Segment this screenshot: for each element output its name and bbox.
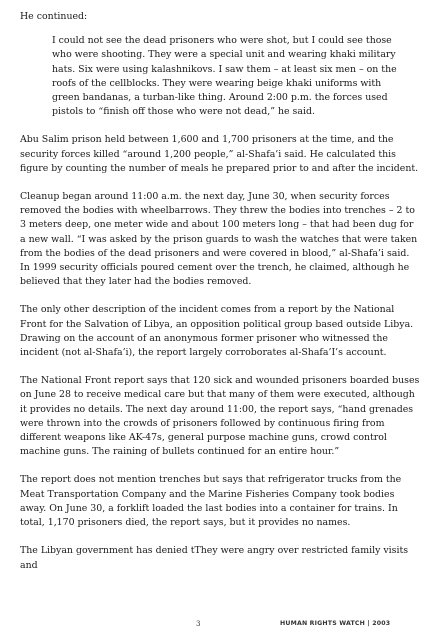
intro-line: He continued: bbox=[20, 11, 88, 22]
paragraph: The only other description of the incident comes from a report by the National Front for the Salvation of Libya, an opposition political group based outside Libya. Drawing on the account of an anonymous former prisoner who witnessed the incident (not al-Shafa’i), the report largely corroborates al-Shafa’I’s account. bbox=[20, 304, 414, 359]
paragraph: Abu Salim prison held between 1,600 and 1,700 prisoners at the time, and the security forces killed “around 1,200 people,” al-Shafa’i said. He calculated this figure by counting the number of meals he prepared prior to and after the incident. bbox=[20, 134, 419, 174]
paragraph: The report does not mention trenches but says that refrigerator trucks from the Meat Transportation Company and the Marine Fisheries Company took bodies away. On June 30, a forklift loaded the last bodies into a container for trains. In total, 1,170 prisoners died, the report says, but it provides no names. bbox=[20, 474, 402, 529]
page-number: 3 bbox=[196, 620, 201, 628]
running-title: HUMAN RIGHTS WATCH | 2003 bbox=[280, 620, 391, 627]
paragraph: The National Front report says that 120 sick and wounded prisoners boarded buses on June 28 to receive medical care but that many of them were executed, although it provides no details. The next day around 11:00, the report says, “hand grenades were thrown into the crowds of prisoners followed by continuous firing from different weapons like AK-47s, general purpose machine guns, crowd control machine guns. The raining of bullets continued for an entire hour.” bbox=[20, 375, 420, 458]
paragraph: The Libyan government has denied tThey were angry over restricted family visits and bbox=[20, 545, 409, 571]
paragraph: Cleanup began around 11:00 a.m. the next day, June 30, when security forces removed the bodies with wheelbarrows. They threw the bodies into trenches – 2 to 3 meters deep, one meter wide and about 100 meters long – that had been dug for a new wall. “I was asked by the prison guards to wash the watches that were taken from the bodies of the dead prisoners and were covered in blood,” al-Shafa’i said. In 1999 security officials poured cement over the trench, he claimed, although he believed that they later had the bodies removed. bbox=[20, 191, 418, 288]
block-quote bbox=[52, 34, 411, 119]
quote-text: I could not see the dead prisoners who were shot, but I could see those who were shooting. They were a special unit and wearing khaki military hats. Six were using kalashnikovs. I saw them – at least six men – on the roofs of the cellblocks. They were wearing beige khaki uniforms with green bandanas, a turban-like thing. Around 2:00 p.m. the forces used pistols to “finish off those who were not dead,” he said. bbox=[52, 35, 397, 118]
body-text bbox=[20, 10, 421, 587]
